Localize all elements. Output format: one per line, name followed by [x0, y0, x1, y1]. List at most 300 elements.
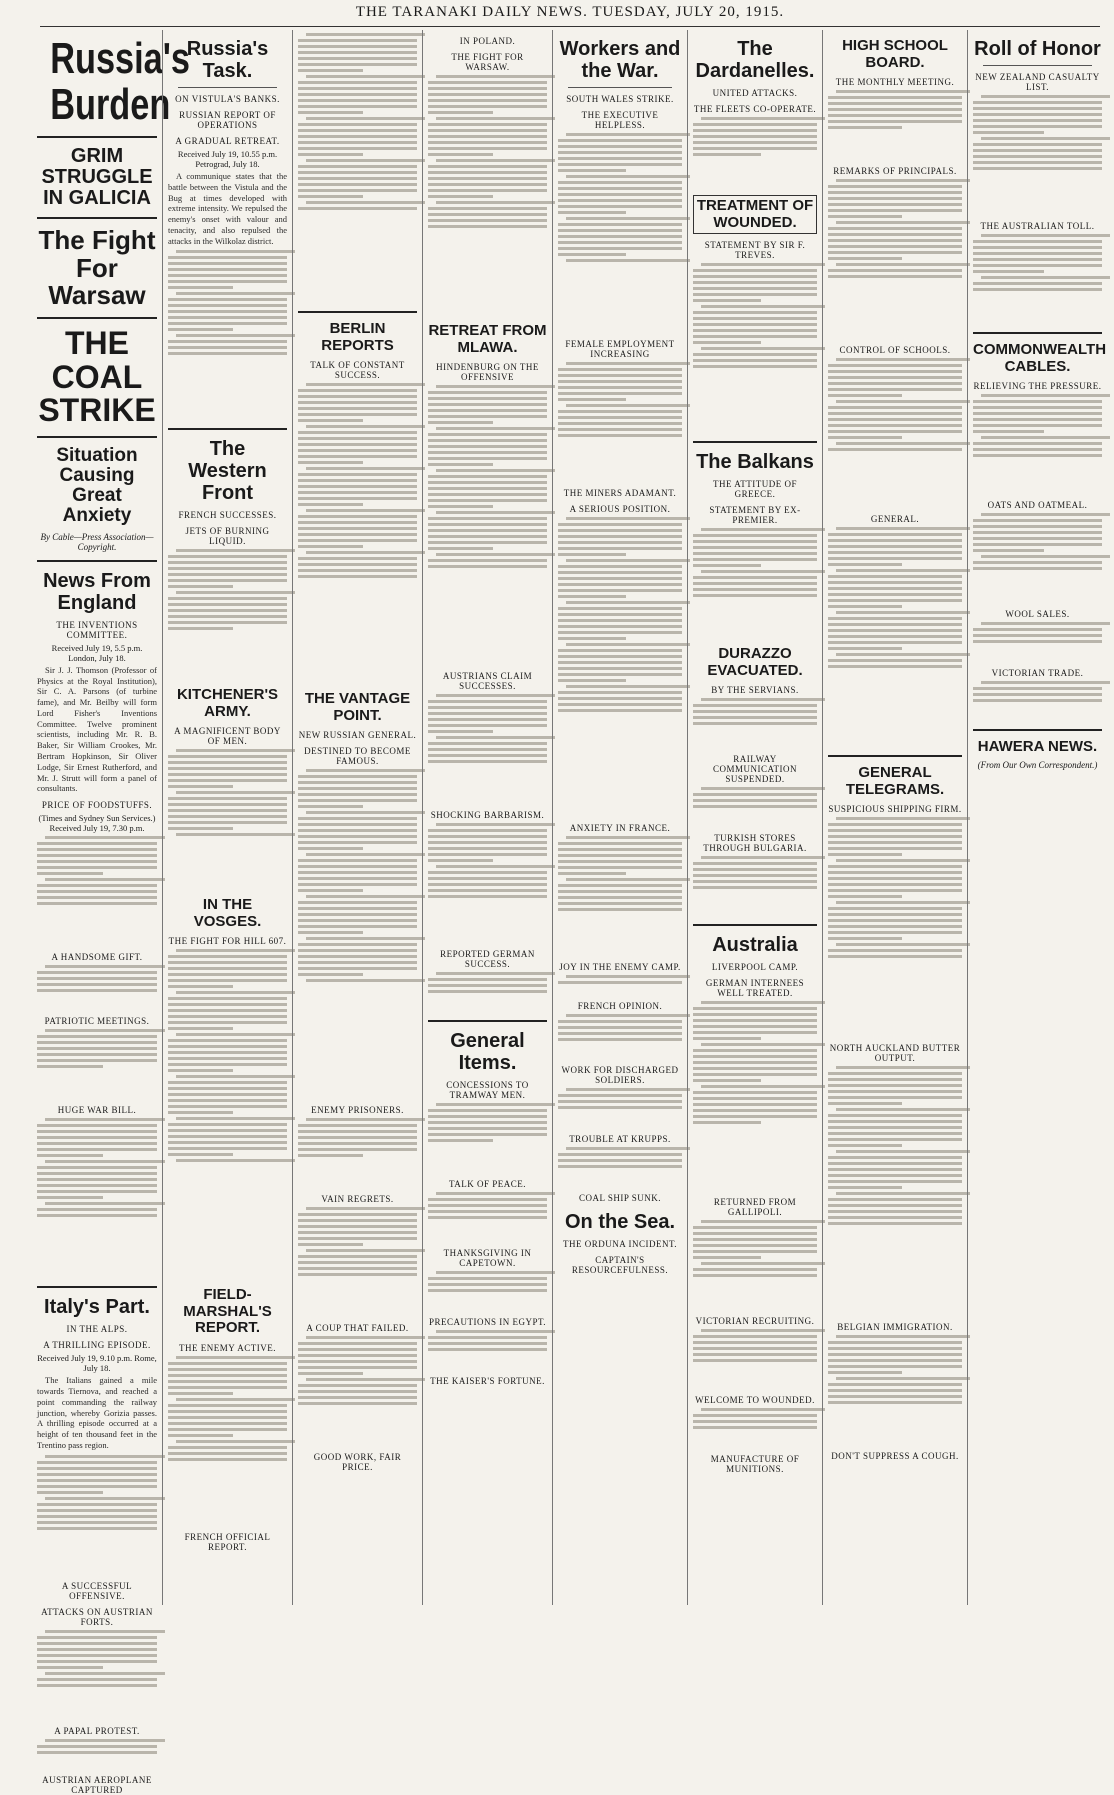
text-line	[436, 694, 555, 697]
text-line	[168, 955, 287, 958]
section-general-telegrams: GENERAL TELEGRAMS.	[845, 764, 945, 798]
text-line	[37, 1196, 103, 1199]
text-line	[37, 1636, 157, 1639]
text-line	[828, 907, 962, 910]
text-line	[428, 700, 547, 703]
text-line	[693, 793, 817, 796]
article-text: A communique states that the battle between the Vistula and the Bug at times developed with extreme intensity. We repulsed the enemy's onset with valour and tenacity, and also repulsed the attacks in the Wilkolaz district.	[168, 171, 287, 246]
text-line	[298, 1366, 417, 1369]
text-line	[168, 1003, 287, 1006]
text-line	[558, 902, 682, 905]
text-line	[428, 1283, 547, 1286]
text-line	[168, 1057, 287, 1060]
article-text-block	[558, 517, 682, 817]
article-text-block	[168, 1356, 287, 1526]
text-line	[828, 895, 902, 898]
heading-united-attacks: UNITED ATTACKS.	[712, 88, 798, 98]
text-line	[428, 754, 547, 757]
text-line	[828, 1120, 962, 1123]
text-line	[428, 517, 547, 520]
text-line	[298, 87, 417, 90]
text-line	[428, 730, 493, 733]
text-line	[828, 394, 902, 397]
section-roll-of-honor: Roll of Honor	[974, 38, 1101, 60]
text-line	[428, 1210, 547, 1213]
column-3	[292, 30, 422, 1605]
text-line	[298, 93, 417, 96]
text-line	[428, 487, 547, 490]
text-line	[693, 534, 817, 537]
text-line	[428, 207, 547, 210]
text-line	[828, 126, 902, 129]
text-line	[168, 1069, 233, 1072]
divider	[37, 560, 157, 562]
text-line	[828, 406, 962, 409]
divider	[37, 217, 157, 219]
text-line	[168, 973, 287, 976]
text-line	[701, 856, 825, 859]
text-line	[37, 1678, 157, 1681]
text-line	[168, 561, 287, 564]
text-line	[558, 1165, 682, 1168]
text-line	[693, 1019, 817, 1022]
text-line	[428, 990, 547, 993]
text-line	[836, 400, 970, 403]
article-text-block	[693, 1001, 817, 1191]
text-line	[37, 1642, 157, 1645]
text-line	[836, 1108, 970, 1111]
text-line	[176, 1117, 295, 1120]
text-line	[558, 697, 682, 700]
column-7	[822, 30, 967, 1605]
text-line	[558, 649, 682, 652]
text-line	[428, 535, 547, 538]
article-text-block	[693, 263, 817, 433]
heading-new-general: NEW RUSSIAN GENERAL.	[298, 730, 417, 740]
text-line	[436, 469, 555, 472]
text-line	[973, 107, 1102, 110]
text-line	[566, 878, 690, 881]
text-line	[37, 1509, 157, 1512]
text-line	[298, 45, 417, 48]
text-line	[566, 217, 690, 220]
text-line	[298, 865, 417, 868]
heading-victorian-trade: VICTORIAN TRADE.	[991, 668, 1084, 678]
text-line	[973, 264, 1102, 267]
heading-patriotic: PATRIOTIC MEETINGS.	[44, 1016, 150, 1027]
divider	[983, 65, 1092, 66]
text-line	[701, 1262, 825, 1265]
text-line	[693, 868, 817, 871]
text-line	[558, 541, 682, 544]
text-line	[428, 1133, 547, 1136]
text-line	[836, 901, 970, 904]
article-text-block	[428, 75, 547, 315]
text-line	[298, 177, 417, 180]
article-text-block	[37, 965, 157, 1010]
text-line	[298, 925, 417, 928]
text-line	[168, 621, 287, 624]
text-line	[566, 404, 690, 407]
text-line	[558, 163, 682, 166]
text-line	[566, 836, 690, 839]
text-line	[828, 835, 962, 838]
section-retreat-mlawa: RETREAT FROM MLAWA.	[428, 322, 547, 356]
text-line	[298, 913, 417, 916]
text-line	[828, 955, 962, 958]
heading-orduna: THE ORDUNA INCIDENT.	[562, 1239, 678, 1249]
text-line	[981, 555, 1110, 558]
section-in-poland: IN POLAND.	[459, 36, 516, 46]
text-line	[298, 51, 417, 54]
text-line	[428, 1139, 493, 1142]
text-line	[693, 287, 817, 290]
text-line	[37, 1461, 157, 1464]
text-line	[168, 1434, 233, 1437]
text-line	[168, 597, 287, 600]
text-line	[37, 1053, 157, 1056]
text-line	[428, 829, 547, 832]
text-line	[176, 791, 295, 794]
section-berlin-reports: BERLIN REPORTS	[321, 320, 394, 354]
text-line	[168, 555, 287, 558]
text-line	[37, 872, 103, 875]
text-line	[836, 569, 970, 572]
text-line	[436, 159, 555, 162]
article-text-block	[973, 513, 1102, 603]
text-line	[566, 975, 690, 978]
heading-prisoners: ENEMY PRISONERS.	[311, 1105, 404, 1115]
text-line	[168, 1111, 233, 1114]
text-line	[828, 1090, 962, 1093]
text-line	[428, 415, 547, 418]
text-line	[693, 147, 817, 150]
section-on-the-sea: On the Sea.	[564, 1211, 676, 1233]
text-line	[828, 1383, 962, 1386]
text-line	[428, 1336, 547, 1339]
text-line	[298, 569, 417, 572]
text-line	[428, 883, 547, 886]
subheadline-anxiety: Situation Causing Great Anxiety	[56, 445, 138, 526]
text-line	[558, 523, 682, 526]
text-line	[298, 1402, 417, 1405]
heading-aeroplane: AUSTRIAN AEROPLANE CAPTURED	[42, 1774, 152, 1795]
article-text-block	[973, 681, 1102, 721]
text-line	[306, 159, 425, 162]
text-line	[428, 853, 547, 856]
text-line	[558, 434, 682, 437]
text-line	[558, 398, 626, 401]
text-line	[306, 1118, 425, 1121]
text-line	[298, 485, 417, 488]
text-line	[828, 1198, 962, 1201]
text-line	[298, 1342, 417, 1345]
text-line	[428, 219, 547, 222]
text-line	[37, 989, 157, 992]
text-line	[693, 862, 817, 865]
article-text: Sir J. J. Thomson (Professor of Physics at the Royal Institution), Sir C. A. Parsons (of turbine fame), and Mr. Beilby will form Lord Fisher's Inventions Committee. Twelve prominent scientists, including Mr. R. B. Baker, Sir William Crookes, Mr. Bertram Hopkinson, Sir Oliver Lodge, Sir Ernest Rutherford, and Mr. J. Strutt will form a panel of consultants.	[37, 664, 157, 794]
text-line	[168, 1021, 287, 1024]
text-line	[428, 445, 547, 448]
heading-vistula: ON VISTULA'S BANKS.	[175, 94, 280, 104]
text-line	[168, 1446, 287, 1449]
text-line	[45, 1630, 165, 1633]
text-line	[701, 1001, 825, 1004]
text-line	[306, 1207, 425, 1210]
heading-french-opinion: FRENCH OPINION.	[577, 1001, 663, 1011]
text-line	[558, 1094, 682, 1097]
text-line	[693, 153, 761, 156]
text-line	[828, 257, 902, 260]
text-line	[45, 878, 165, 881]
heading-joy: JOY IN THE ENEMY CAMP.	[559, 962, 681, 972]
text-line	[828, 418, 962, 421]
text-line	[37, 1124, 157, 1127]
text-line	[298, 1261, 417, 1264]
text-line	[298, 563, 417, 566]
text-line	[973, 448, 1102, 451]
text-line	[566, 601, 690, 604]
text-line	[693, 1055, 817, 1058]
text-line	[973, 143, 1102, 146]
text-line	[298, 521, 417, 524]
text-line	[836, 611, 970, 614]
text-line	[566, 685, 690, 688]
text-line	[168, 256, 287, 259]
text-line	[298, 105, 417, 108]
text-line	[168, 1422, 287, 1425]
article-text-block	[37, 1630, 157, 1720]
text-line	[168, 827, 233, 830]
text-line	[37, 1648, 157, 1651]
text-line	[973, 282, 1102, 285]
text-line	[428, 433, 547, 436]
text-line	[168, 1087, 287, 1090]
text-line	[558, 872, 626, 875]
text-line	[298, 1372, 363, 1375]
text-line	[298, 1348, 417, 1351]
divider	[37, 136, 157, 138]
text-line	[973, 418, 1102, 421]
article-text-block	[428, 385, 547, 665]
text-line	[836, 263, 970, 266]
text-line	[828, 853, 902, 856]
text-line	[558, 374, 682, 377]
text-line	[37, 1521, 157, 1524]
heading-vain: VAIN REGRETS.	[321, 1194, 394, 1204]
text-line	[298, 901, 417, 904]
text-line	[428, 87, 547, 90]
article-text-block	[428, 1330, 547, 1370]
heading-servians: BY THE SERVIANS.	[711, 685, 799, 695]
text-line	[693, 323, 817, 326]
article-text-block	[428, 823, 547, 943]
text-line	[828, 364, 962, 367]
section-news-from-england: News From England	[43, 569, 151, 614]
text-line	[973, 412, 1102, 415]
text-line	[306, 383, 425, 386]
text-line	[168, 1105, 287, 1108]
text-line	[168, 961, 287, 964]
text-line	[973, 161, 1102, 164]
text-line	[973, 113, 1102, 116]
text-line	[306, 1336, 425, 1339]
text-line	[436, 427, 555, 430]
text-line	[428, 105, 547, 108]
text-line	[298, 515, 417, 518]
text-line	[298, 1255, 417, 1258]
text-line	[176, 1440, 295, 1443]
section-dardanelles: The Dardanelles.	[695, 38, 815, 82]
text-line	[558, 1106, 682, 1109]
heading-alps: IN THE ALPS.	[66, 1324, 128, 1335]
text-line	[428, 153, 493, 156]
heading-oats: OATS AND OATMEAL.	[987, 500, 1088, 510]
heading-offensive: A SUCCESSFUL OFFENSIVE.	[61, 1580, 133, 1601]
text-line	[428, 748, 547, 751]
byline: By Cable—Press Association—Copyright.	[40, 531, 154, 552]
text-line	[168, 1135, 287, 1138]
text-line	[828, 581, 962, 584]
text-line	[828, 1359, 962, 1362]
text-line	[973, 125, 1102, 128]
text-line	[828, 823, 962, 826]
text-line	[828, 233, 962, 236]
text-line	[436, 385, 555, 388]
text-line	[558, 157, 682, 160]
text-line	[436, 75, 555, 78]
text-line	[428, 1204, 547, 1207]
text-line	[558, 625, 682, 628]
text-line	[828, 1078, 962, 1081]
text-line	[436, 553, 555, 556]
text-line	[973, 155, 1102, 158]
section-balkans: The Balkans	[696, 451, 814, 473]
heading-vosges: IN THE VOSGES.	[193, 896, 262, 930]
text-line	[37, 983, 157, 986]
masthead: THE TARANAKI DAILY NEWS. TUESDAY, JULY 20, 1915.	[40, 4, 1100, 27]
text-line	[828, 1210, 962, 1213]
text-line	[701, 570, 825, 573]
text-line	[306, 811, 425, 814]
text-line	[558, 223, 682, 226]
text-line	[428, 165, 547, 168]
text-line	[828, 913, 962, 916]
heading-krupps: TROUBLE AT KRUPPS.	[569, 1134, 671, 1144]
heading-destined: DESTINED TO BECOME FAMOUS.	[304, 746, 411, 766]
text-line	[973, 252, 1102, 255]
text-line	[298, 171, 417, 174]
heading-gradual-retreat: A GRADUAL RETREAT.	[175, 136, 280, 146]
text-line	[37, 848, 157, 851]
heading-suspicious: SUSPICIOUS SHIPPING FIRM.	[828, 804, 962, 814]
text-line	[693, 365, 817, 368]
text-line	[298, 141, 417, 144]
text-line	[693, 1073, 817, 1076]
text-line	[306, 509, 425, 512]
text-line	[558, 145, 682, 148]
text-line	[298, 1142, 417, 1145]
text-line	[973, 543, 1102, 546]
text-line	[693, 1037, 761, 1040]
text-line	[306, 201, 425, 204]
article-text-block	[298, 383, 417, 683]
text-line	[428, 859, 493, 862]
text-line	[693, 1091, 817, 1094]
text-line	[836, 1066, 970, 1069]
text-line	[428, 499, 547, 502]
text-line	[298, 153, 363, 156]
divider	[37, 436, 157, 438]
text-line	[298, 919, 417, 922]
text-line	[693, 1061, 817, 1064]
text-line	[828, 931, 962, 934]
text-line	[828, 949, 962, 952]
article-text-block	[973, 622, 1102, 662]
text-line	[168, 985, 233, 988]
text-line	[973, 442, 1102, 445]
text-line	[428, 847, 547, 850]
text-line	[566, 175, 690, 178]
text-line	[168, 997, 287, 1000]
heading-employment: FEMALE EMPLOYMENT INCREASING	[565, 339, 675, 359]
text-line	[298, 1213, 417, 1216]
text-line	[37, 1142, 157, 1145]
text-line	[168, 274, 287, 277]
text-line	[306, 1378, 425, 1381]
heading-greece: THE ATTITUDE OF GREECE.	[713, 479, 797, 499]
text-line	[828, 370, 962, 373]
heading-treves: STATEMENT BY SIR F. TREVES.	[704, 240, 806, 260]
text-line	[45, 965, 165, 968]
section-treatment-wounded: TREATMENT OF WOUNDED.	[693, 195, 817, 234]
text-line	[176, 991, 295, 994]
text-line	[828, 889, 962, 892]
text-line	[428, 1277, 547, 1280]
text-line	[693, 1079, 761, 1082]
text-line	[298, 1154, 363, 1157]
text-line	[836, 859, 970, 862]
text-line	[973, 699, 1102, 702]
text-line	[37, 1035, 157, 1038]
text-line	[828, 937, 902, 940]
text-line	[836, 527, 970, 530]
text-line	[298, 479, 417, 482]
text-line	[558, 553, 626, 556]
text-line	[176, 292, 295, 295]
heading-pressure: RELIEVING THE PRESSURE.	[973, 381, 1102, 391]
text-line	[693, 886, 817, 889]
text-line	[973, 424, 1102, 427]
text-line	[168, 1404, 287, 1407]
heading-coup: A COUP THAT FAILED.	[306, 1323, 409, 1333]
text-line	[428, 99, 547, 102]
text-line	[168, 573, 287, 576]
text-line	[37, 1485, 157, 1488]
text-line	[693, 1256, 761, 1259]
article-text-block	[37, 836, 157, 946]
text-line	[168, 1392, 233, 1395]
text-line	[828, 1084, 962, 1087]
text-line	[693, 1274, 817, 1277]
text-line	[37, 1479, 157, 1482]
text-line	[701, 787, 825, 790]
text-line	[693, 1420, 817, 1423]
heading-casualty-list: NEW ZEALAND CASUALTY LIST.	[975, 72, 1100, 92]
text-line	[828, 1096, 962, 1099]
text-line	[828, 829, 962, 832]
text-line	[37, 896, 157, 899]
